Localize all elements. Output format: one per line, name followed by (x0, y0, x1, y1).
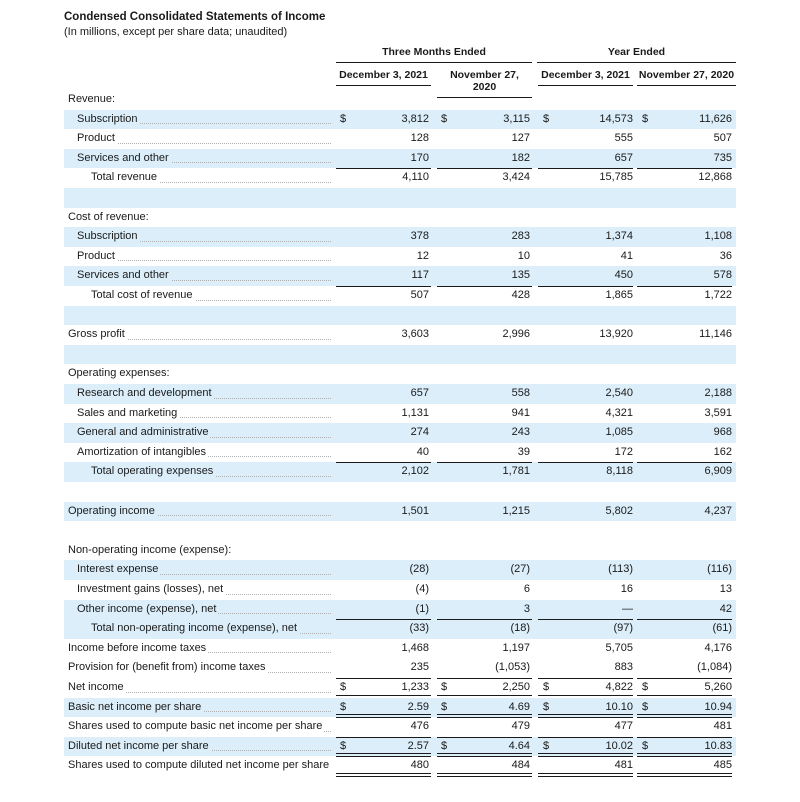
cell-value: 2,102 (401, 465, 429, 478)
table-row (64, 168, 736, 188)
row-label (68, 90, 331, 110)
table-row (64, 266, 736, 286)
table-row (64, 737, 736, 757)
row-label-text: Operating expenses: (68, 367, 170, 380)
cell-value: 2.57 (407, 739, 429, 752)
table-row (64, 502, 736, 522)
currency-symbol: $ (543, 700, 550, 713)
cell-value: 481 (713, 720, 732, 733)
cell-value: 128 (410, 132, 429, 145)
cell-value: 3,115 (503, 112, 530, 125)
table-row (64, 639, 736, 659)
row-label (77, 110, 331, 130)
cell-value: 11,146 (699, 328, 732, 341)
row-label (68, 737, 331, 757)
row-label (77, 580, 331, 600)
cell-value: 162 (713, 445, 732, 458)
cell-value: 170 (410, 151, 429, 164)
row-label-text: Total non-operating income (expense), net (91, 622, 298, 635)
cell-value: 2.59 (407, 700, 429, 713)
group-header-three-months: Three Months Ended (336, 46, 532, 63)
table-row (64, 717, 736, 737)
currency-symbol: $ (340, 681, 347, 693)
cell-value: 968 (713, 426, 732, 439)
table-row (64, 384, 736, 404)
cell-value (638, 364, 732, 384)
cell-value (436, 90, 530, 110)
cell-value: 558 (511, 387, 530, 399)
cell-value (638, 541, 732, 561)
cell-value: 2,996 (502, 328, 530, 341)
table-row (64, 619, 736, 639)
table-row (64, 129, 736, 149)
row-label-text (68, 309, 70, 321)
cell-value: 4,110 (402, 171, 429, 184)
row-label (68, 364, 331, 384)
row-label-text: General and administrative (77, 426, 209, 439)
cell-value: 4.64 (508, 739, 530, 752)
cell-value (338, 482, 429, 502)
cell-value: 135 (511, 269, 530, 282)
row-label-text: Diluted net income per share (68, 739, 209, 752)
row-label (77, 266, 331, 286)
row-label (68, 717, 331, 737)
cell-value: 476 (410, 720, 429, 733)
cell-value (338, 306, 429, 326)
row-label-text: Provision for (benefit from) income taxes (68, 661, 266, 674)
cell-value: 127 (511, 132, 530, 145)
cell-value (338, 541, 429, 561)
cell-value (638, 188, 732, 208)
cell-value: 10.94 (704, 700, 732, 713)
row-label (77, 149, 331, 169)
row-label (77, 129, 331, 149)
cell-value: 941 (511, 406, 530, 419)
row-label-text: Sales and marketing (77, 406, 178, 419)
group-header-year: Year Ended (537, 46, 736, 63)
table-row (64, 423, 736, 443)
cell-value: 274 (410, 426, 429, 439)
cell-value: 235 (410, 661, 429, 674)
cell-value: 477 (614, 720, 633, 733)
cell-value: 5,802 (605, 504, 633, 517)
cell-value: 8,118 (606, 465, 633, 478)
table-row (64, 756, 736, 776)
row-label-text: Other income (expense), net (77, 602, 217, 615)
row-label (77, 560, 331, 580)
row-label-text (68, 485, 70, 497)
currency-symbol: $ (441, 681, 448, 693)
row-label (68, 541, 331, 561)
table-row (64, 698, 736, 718)
row-label-text: Basic net income per share (68, 700, 202, 713)
cell-value: 3,591 (704, 406, 732, 419)
cell-value (638, 208, 732, 228)
cell-value: (33) (409, 622, 429, 635)
cell-value: — (622, 602, 633, 615)
cell-value: (116) (707, 563, 732, 576)
currency-symbol: $ (340, 739, 347, 752)
row-label (77, 423, 331, 443)
row-label-text: Services and other (77, 269, 169, 282)
cell-value: (18) (510, 622, 530, 635)
row-label-text (68, 524, 70, 536)
cell-value: 507 (410, 289, 429, 301)
row-label (77, 384, 331, 404)
cell-value: 481 (614, 759, 633, 772)
cell-value: 507 (713, 132, 732, 145)
row-label-text: Subscription (77, 112, 138, 125)
table-row (64, 247, 736, 267)
cell-value (638, 345, 732, 365)
cell-value: 3,603 (401, 328, 429, 341)
cell-value: 1,865 (605, 289, 633, 301)
cell-value: 1,085 (605, 426, 633, 439)
cell-value: 10.02 (605, 739, 633, 752)
row-label (91, 286, 331, 306)
cell-value (638, 521, 732, 541)
cell-value: 10 (517, 249, 530, 262)
table-row (64, 443, 736, 463)
cell-value (539, 188, 633, 208)
row-label-text: Product (77, 249, 115, 262)
cell-value: (61) (712, 622, 732, 635)
cell-value (436, 521, 530, 541)
table-row (64, 208, 736, 228)
statement-title: Condensed Consolidated Statements of Income (64, 11, 326, 23)
cell-value: 2,250 (502, 681, 530, 693)
row-label (68, 345, 331, 365)
cell-value: 4.69 (508, 700, 530, 713)
cell-value: 657 (614, 151, 633, 164)
cell-value: (1,084) (697, 661, 732, 674)
row-label-text: Non-operating income (expense): (68, 543, 232, 556)
table-row (64, 306, 736, 326)
cell-value: 485 (713, 759, 732, 772)
cell-value: 42 (719, 602, 732, 615)
cell-value (338, 188, 429, 208)
column-header: November 27, 2020 (437, 69, 532, 98)
row-label-text: Net income (68, 681, 124, 693)
cell-value: 2,540 (605, 387, 633, 399)
cell-value: 6 (523, 583, 530, 595)
row-label (68, 482, 331, 502)
cell-value: 10.83 (704, 739, 732, 752)
table-row (64, 90, 736, 110)
row-label-text: Cost of revenue: (68, 210, 149, 223)
cell-value (638, 306, 732, 326)
cell-value (436, 541, 530, 561)
currency-symbol: $ (441, 112, 448, 125)
cell-value: 4,321 (605, 406, 633, 419)
row-label (77, 247, 331, 267)
row-label-text: Subscription (77, 230, 138, 243)
cell-value: 4,176 (704, 641, 732, 654)
cell-value (638, 90, 732, 110)
cell-value: 172 (614, 445, 633, 458)
table-row (64, 325, 736, 345)
cell-value (638, 482, 732, 502)
cell-value (539, 482, 633, 502)
row-label (68, 678, 331, 698)
cell-value: 4,237 (704, 504, 732, 517)
cell-value (436, 188, 530, 208)
cell-value: 1,374 (605, 230, 633, 243)
cell-value: (4) (415, 583, 429, 595)
cell-value: (1,053) (495, 661, 530, 674)
table-row (64, 462, 736, 482)
cell-value: 1,468 (401, 641, 429, 654)
currency-symbol: $ (441, 739, 448, 752)
row-label (91, 619, 331, 639)
cell-value: 1,131 (401, 406, 429, 419)
cell-value: 41 (620, 249, 633, 262)
cell-value: 480 (410, 759, 429, 772)
row-label (68, 639, 331, 659)
row-label-text: Amortization of intangibles (77, 445, 207, 458)
row-label (68, 306, 331, 326)
cell-value (338, 345, 429, 365)
cell-value: (28) (409, 563, 429, 576)
cell-value: 117 (411, 269, 429, 282)
row-label (68, 188, 331, 208)
cell-value: (27) (510, 563, 530, 576)
cell-value: 12,868 (698, 171, 732, 184)
column-header: December 3, 2021 (336, 69, 431, 86)
table-row (64, 188, 736, 208)
table-row (64, 110, 736, 130)
cell-value: 39 (517, 445, 530, 458)
cell-value: 484 (511, 759, 530, 772)
table-row (64, 149, 736, 169)
table-row (64, 678, 736, 698)
cell-value: 14,573 (599, 112, 633, 125)
currency-symbol: $ (642, 739, 649, 752)
table-row (64, 658, 736, 678)
cell-value: 4,822 (605, 681, 633, 693)
cell-value: (97) (613, 622, 633, 635)
cell-value (539, 306, 633, 326)
table-row (64, 227, 736, 247)
cell-value (338, 208, 429, 228)
row-label (68, 502, 331, 522)
row-label-text: Interest expense (77, 563, 159, 576)
cell-value: 479 (511, 720, 530, 733)
cell-value: 6,909 (704, 465, 732, 478)
cell-value: 1,722 (704, 289, 732, 301)
cell-value (539, 345, 633, 365)
row-label (91, 168, 331, 188)
cell-value: 1,501 (401, 504, 429, 517)
table-row (64, 364, 736, 384)
row-label (68, 756, 331, 776)
row-label (77, 227, 331, 247)
cell-value: 243 (511, 426, 530, 439)
cell-value (539, 208, 633, 228)
cell-value: 13 (719, 583, 732, 595)
cell-value (436, 364, 530, 384)
cell-value: 450 (614, 269, 633, 282)
currency-symbol: $ (642, 700, 649, 713)
table-row (64, 345, 736, 365)
cell-value: (1) (415, 602, 429, 615)
cell-value (436, 306, 530, 326)
cell-value: 283 (511, 230, 530, 243)
cell-value (539, 90, 633, 110)
cell-value: 15,785 (599, 171, 633, 184)
row-label (68, 208, 331, 228)
currency-symbol: $ (642, 112, 649, 125)
cell-value (436, 345, 530, 365)
row-label-text: Shares used to compute diluted net income per share (68, 759, 330, 772)
cell-value (338, 90, 429, 110)
table-row (64, 286, 736, 306)
row-label-text: Gross profit (68, 328, 125, 341)
row-label (68, 698, 331, 718)
cell-value: 3,812 (401, 112, 429, 125)
cell-value: (113) (608, 563, 633, 576)
cell-value: 5,705 (605, 641, 633, 654)
table-row (64, 600, 736, 620)
cell-value: 1,197 (502, 641, 530, 654)
cell-value: 657 (410, 387, 429, 399)
row-label (91, 462, 331, 482)
cell-value (539, 364, 633, 384)
statement-subtitle: (In millions, except per share data; unaudited) (64, 26, 288, 38)
table-row (64, 521, 736, 541)
cell-value: 5,260 (704, 681, 732, 693)
cell-value: 378 (410, 230, 429, 243)
cell-value: 13,920 (599, 328, 633, 341)
row-label-text: Total operating expenses (91, 465, 214, 478)
row-label (77, 404, 331, 424)
cell-value (436, 482, 530, 502)
cell-value: 1,233 (401, 681, 429, 693)
row-label (77, 443, 331, 463)
row-label-text: Services and other (77, 151, 169, 164)
cell-value: 12 (416, 249, 429, 262)
cell-value: 36 (719, 249, 732, 262)
cell-value: 182 (511, 151, 530, 164)
cell-value (539, 541, 633, 561)
cell-value: 735 (713, 151, 732, 164)
row-label-text: Revenue: (68, 93, 116, 105)
row-label-text: Income before income taxes (68, 641, 207, 654)
column-header: December 3, 2021 (538, 69, 633, 86)
currency-symbol: $ (340, 700, 347, 713)
cell-value (539, 521, 633, 541)
cell-value: 1,108 (704, 230, 732, 243)
cell-value: 3,424 (502, 171, 530, 184)
table-row (64, 541, 736, 561)
cell-value: 10.10 (605, 700, 633, 713)
table-row (64, 560, 736, 580)
cell-value: 578 (713, 269, 732, 282)
cell-value: 11,626 (699, 112, 732, 125)
cell-value (338, 364, 429, 384)
row-label-text: Total cost of revenue (91, 289, 193, 301)
row-label (68, 325, 331, 345)
cell-value: 428 (511, 289, 530, 301)
currency-symbol: $ (340, 112, 347, 125)
table-row (64, 404, 736, 424)
table-row (64, 482, 736, 502)
row-label (68, 521, 331, 541)
row-label-text (68, 191, 70, 203)
currency-symbol: $ (543, 681, 550, 693)
cell-value: 1,215 (502, 504, 530, 517)
currency-symbol: $ (642, 681, 649, 693)
currency-symbol: $ (441, 700, 448, 713)
cell-value: 883 (614, 661, 633, 674)
table-row (64, 580, 736, 600)
cell-value: 2,188 (704, 387, 732, 399)
row-label-text: Shares used to compute basic net income per share (68, 720, 323, 733)
currency-symbol: $ (543, 739, 550, 752)
row-label (77, 600, 331, 620)
currency-symbol: $ (543, 112, 550, 125)
row-label-text: Research and development (77, 387, 212, 399)
row-label-text: Operating income (68, 504, 155, 517)
cell-value: 1,781 (502, 465, 530, 478)
column-header: November 27, 2020 (637, 69, 736, 86)
row-label (68, 658, 331, 678)
row-label-text: Product (77, 132, 115, 145)
cell-value: 40 (416, 445, 429, 458)
cell-value: 555 (614, 132, 633, 145)
cell-value: 16 (620, 583, 633, 595)
cell-value (436, 208, 530, 228)
row-label-text (68, 348, 70, 360)
row-label-text: Investment gains (losses), net (77, 583, 224, 595)
cell-value (338, 521, 429, 541)
row-label-text: Total revenue (91, 171, 158, 184)
cell-value: 3 (523, 602, 530, 615)
